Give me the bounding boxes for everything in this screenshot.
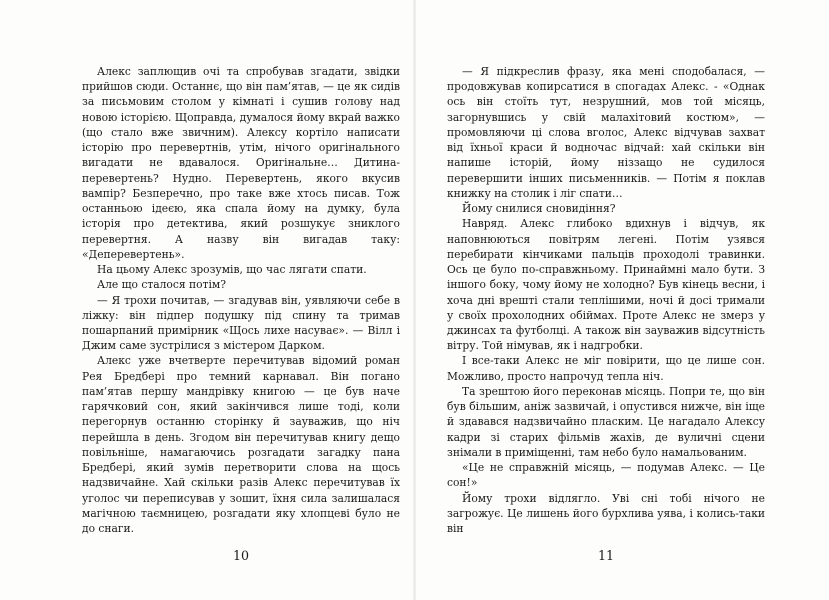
paragraph: На цьому Алекс зрозумів, що час лягати спати. — [97, 263, 367, 277]
paragraph: Алекс уже вчетверте перечитував відомий роман Рея Бредбері про темний карнавал. Він погано пам’ятав першу мандрівку книгою — це був наче гарячковий сон, який закінчився лише тоді, коли перегорнув останню сторінку й зауважив, що ніч перейшла в день. Згодом він перечитував книгу дещо повільніше, намагаючись розгадати загадку пана Бредбері, який зумів перетворити слова на щось надзвичайне. Хай скільки разів Алекс перечитував їх уголос чи переписував у зошит, їхня сила залишалася магічною таємницею, розгадати яку хлопцеві було не до снаги. — [82, 354, 400, 536]
paragraph: І все-таки Алекс не міг повірити, що це лише сон. Можливо, просто напрочуд тепла ніч. — [447, 354, 765, 383]
paragraph: Але що сталося потім? — [97, 278, 226, 292]
paragraph: — Я трохи почитав, — згадував він, уявляючи себе в ліжку: він підпер подушку під спину та тримав пошарпаний примірник «Щось лихе насуває». — Вілл і Джим саме зустрілися з містером Дарком. — [82, 293, 400, 353]
paragraph: Та зрештою його переконав місяць. Попри те, що він був більшим, аніж зазвичай, і опустився нижче, він іще й здавався надзвичайно пласким. Це нагадало Алексу кадри зі старих фільмів жахів, де вуличні сцени знімали в приміщенні, там небо було намальованим. — [447, 384, 765, 459]
paragraph: Йому трохи відлягло. Уві сні тобі нічого не загрожує. Це лишень його бурхлива уява, і колись-таки він — [447, 491, 765, 536]
paragraph: Навряд. Алекс глибоко вдихнув і відчув, як наповнюються повітрям легені. Потім узявся перебирати кінчиками пальців проходолі травинки. Ось це було по-справжньому. Принаймні мало бути. З іншого боку, чому йому не холодно? Був кінець весни, і хоча дні врешті стали теплішими, ночі й досі тримали у своїх прохолодних обіймах. Проте Алекс не змерз у джинсах та футболці. А також він зауважив відсутність вітру. Той німував, як і надгробки. — [447, 217, 765, 353]
paragraph: Йому снилися сновидіння? — [462, 202, 616, 216]
right-page-text — [447, 64, 765, 536]
page-number-left: 10 — [232, 548, 250, 563]
paragraph: — Я підкреслив фразу, яка мені сподобалася, — продовжував копирсатися в спогадах Алекс. - «Однак ось він стоїть тут, незрушний, мов той місяць, загорнувшись у свій малахітовий костюм», — промовляючи ці слова вголос, Алекс відчував захват від їхньої краси й водночас відчай: хай скільки він напише історій, йому ніззащо не судилося перевершити інших письменників. — Потім я поклав книжку на столик і ліг спати… — [447, 65, 765, 200]
left-page-text — [82, 64, 400, 536]
paragraph: Алекс заплющив очі та спробував згадати, звідки прийшов сюди. Останнє, що він пам’ятав, — це як сидів за письмовим столом у кімнаті і сушив голову над новою історією. Щоправда, думалося йому вкрай важко (що стало вже звичним). Алексу кортіло написати історію про перевертнів, утім, нічого оригінального вигадати не вдавалося. Оригінальне… Дитина-перевертень? Нудно. Перевертень, якого вкусив вампір? Безперечно, про таке вже хтось писав. Тож останньою ідеєю, яка спала йому на думку, була історія про детектива, який розшукує зниклого перевертня. А назву він вигадав таку: «Деперевертень». — [82, 65, 400, 261]
book-gutter — [413, 0, 416, 600]
paragraph: «Це не справжній місяць, — подумав Алекс. — Це сон!» — [447, 461, 765, 490]
page-number-right: 11 — [597, 548, 615, 563]
